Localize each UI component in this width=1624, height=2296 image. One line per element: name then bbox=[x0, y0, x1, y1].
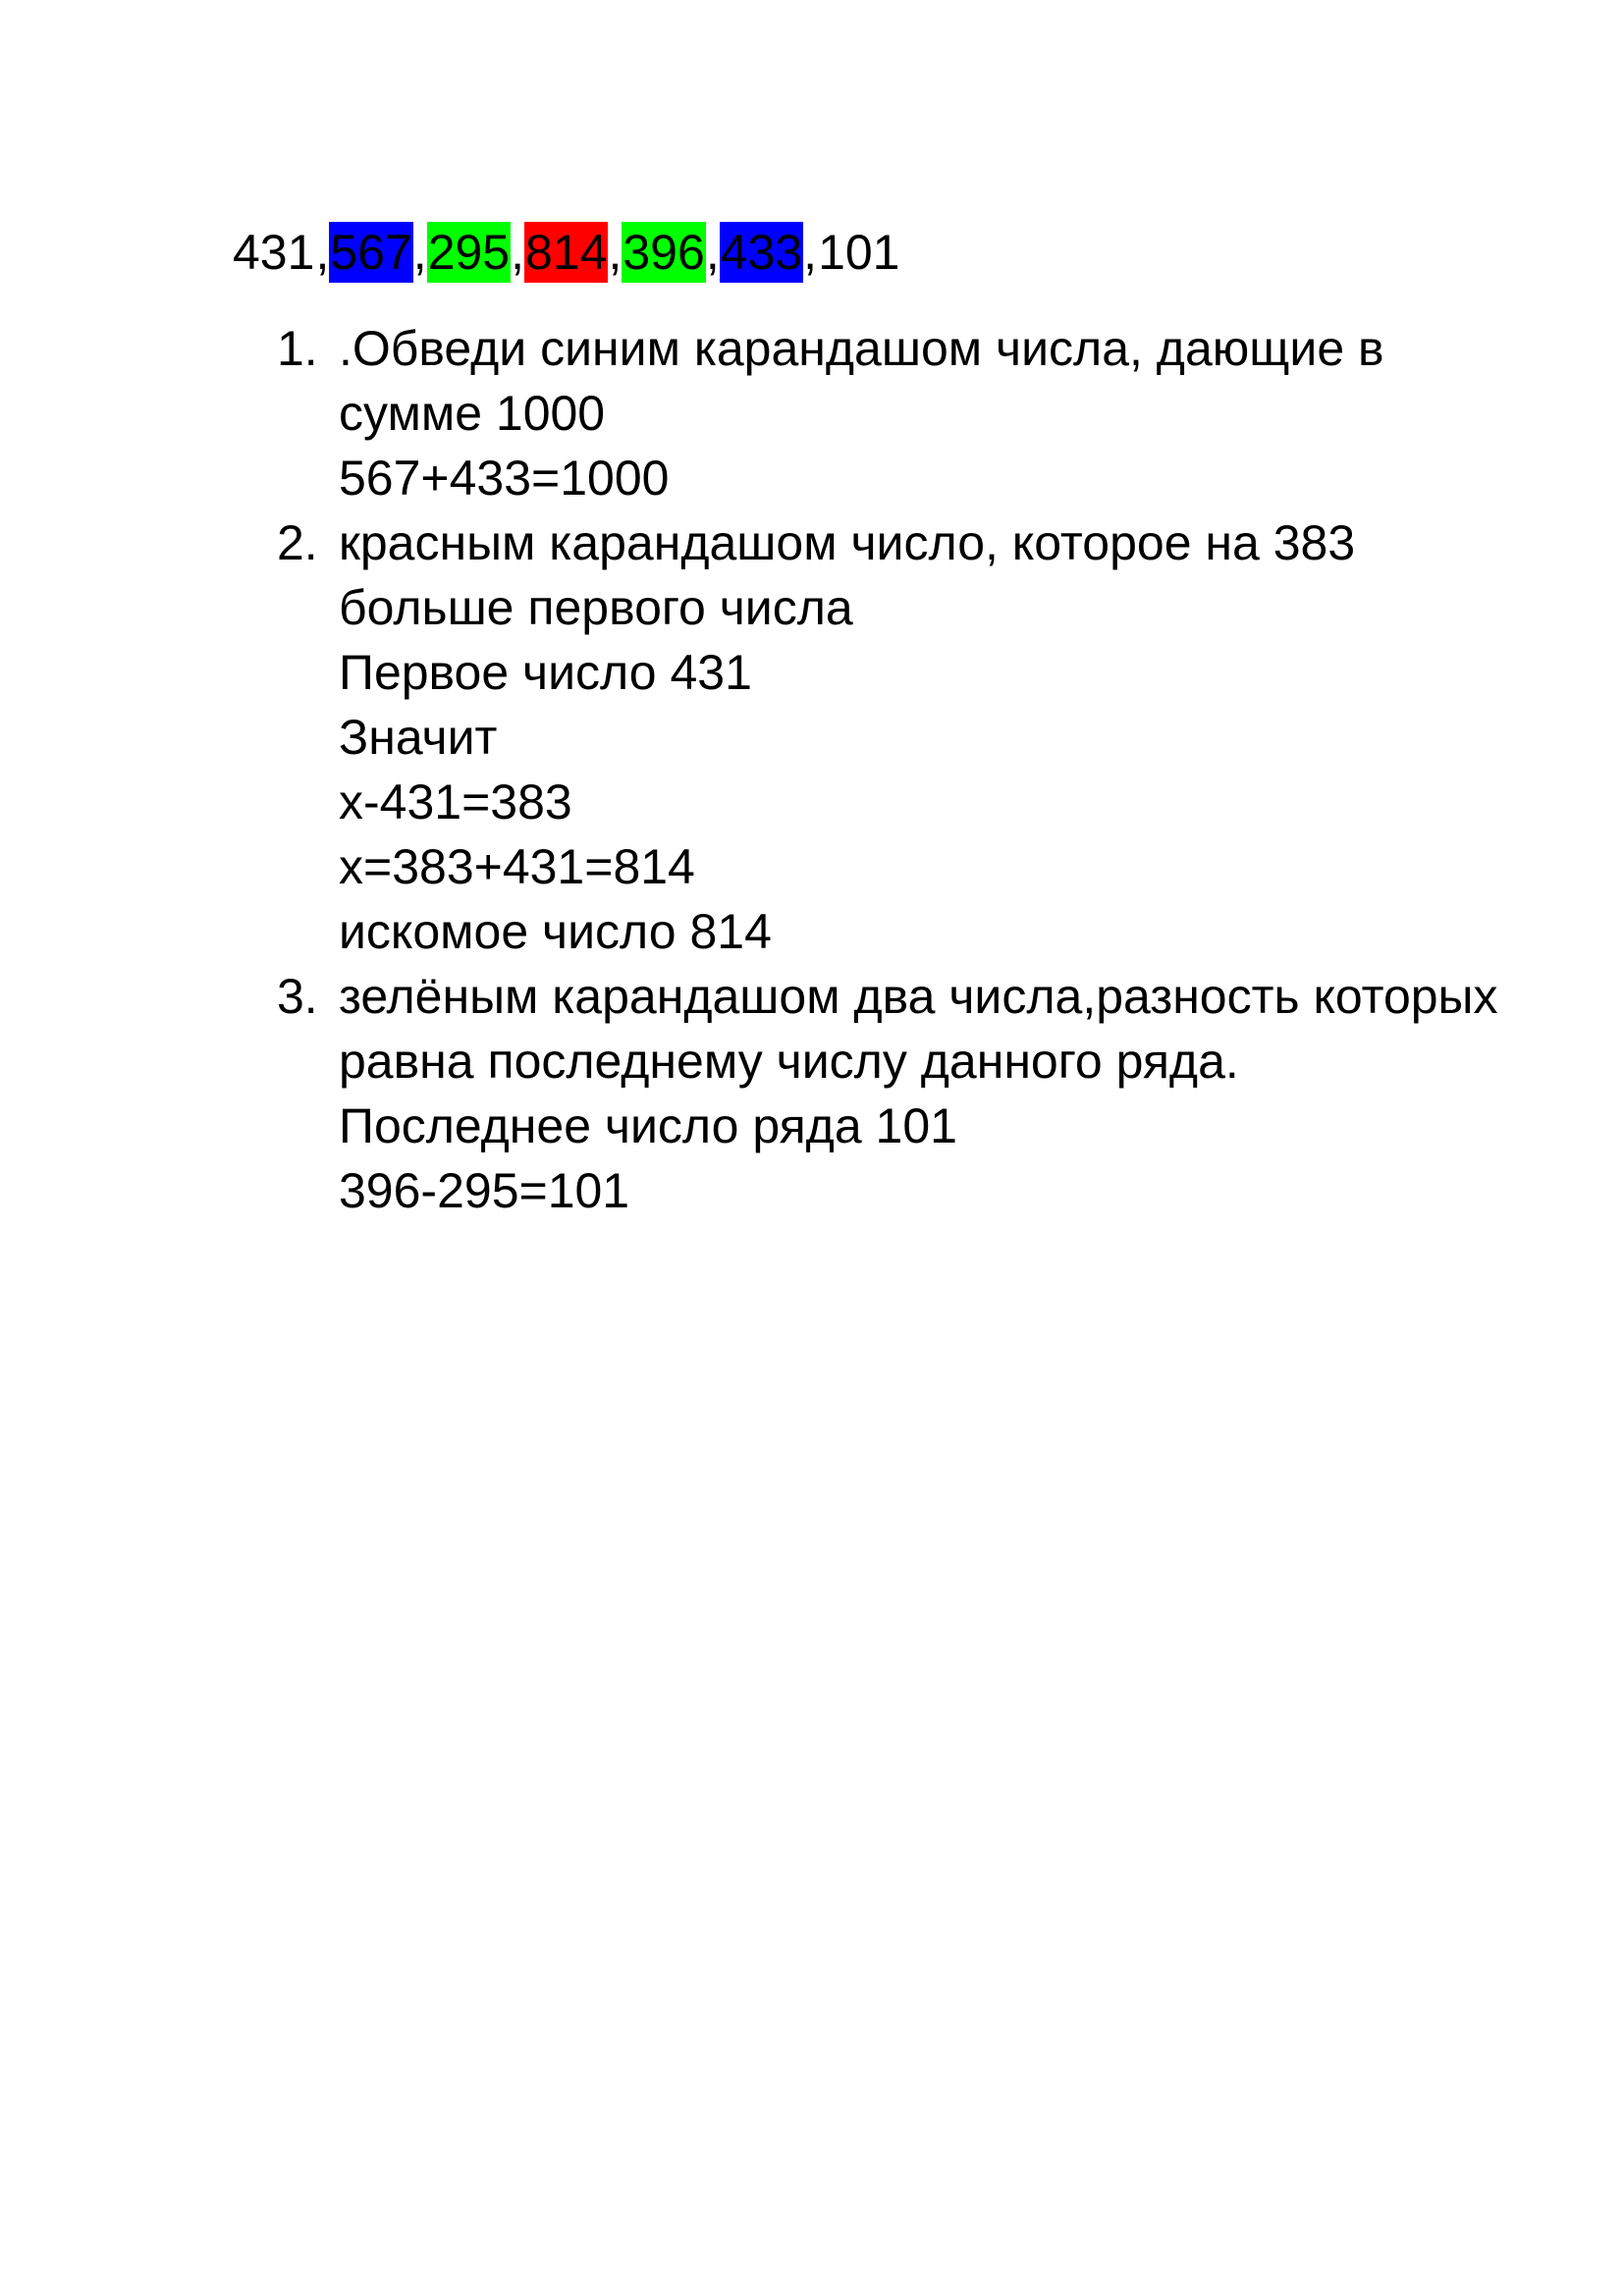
series-separator: , bbox=[511, 225, 525, 280]
task-line: х=383+431=814 bbox=[339, 839, 695, 894]
number-series bbox=[232, 222, 901, 283]
task-line: зелёным карандашом два числа,разность которых bbox=[339, 969, 1498, 1024]
task-number: 1. bbox=[277, 321, 318, 376]
task-number: 3. bbox=[277, 969, 318, 1024]
task-list bbox=[277, 316, 1553, 1223]
task-line: красным карандашом число, которое на 383 bbox=[339, 515, 1356, 570]
series-number: 396 bbox=[622, 222, 705, 283]
task-line: 567+433=1000 bbox=[339, 451, 670, 506]
series-separator: , bbox=[705, 225, 720, 280]
series-separator: , bbox=[315, 225, 330, 280]
task-line: Значит bbox=[339, 710, 498, 765]
task-line: х-431=383 bbox=[339, 774, 572, 829]
task-item bbox=[277, 316, 1553, 510]
task-item bbox=[277, 964, 1553, 1223]
series-separator: , bbox=[412, 225, 427, 280]
task-line: больше первого числа bbox=[339, 580, 853, 635]
task-line: .Обведи синим карандашом числа, дающие в bbox=[339, 321, 1384, 376]
series-number: 814 bbox=[524, 222, 608, 283]
task-number: 2. bbox=[277, 515, 318, 570]
task-line: Последнее число ряда 101 bbox=[339, 1098, 957, 1153]
series-number: 567 bbox=[329, 222, 412, 283]
task-item bbox=[277, 510, 1553, 964]
task-line: 396-295=101 bbox=[339, 1163, 630, 1218]
task-line: сумме 1000 bbox=[339, 386, 606, 441]
task-line: равна последнему числу данного ряда. bbox=[339, 1034, 1239, 1089]
series-separator: , bbox=[608, 225, 623, 280]
series-separator: , bbox=[803, 225, 818, 280]
series-number: 433 bbox=[720, 222, 803, 283]
series-number: 101 bbox=[818, 225, 900, 280]
task-line: Первое число 431 bbox=[339, 645, 752, 700]
task-line: искомое число 814 bbox=[339, 904, 772, 959]
series-number: 431 bbox=[233, 225, 315, 280]
series-number: 295 bbox=[427, 222, 511, 283]
